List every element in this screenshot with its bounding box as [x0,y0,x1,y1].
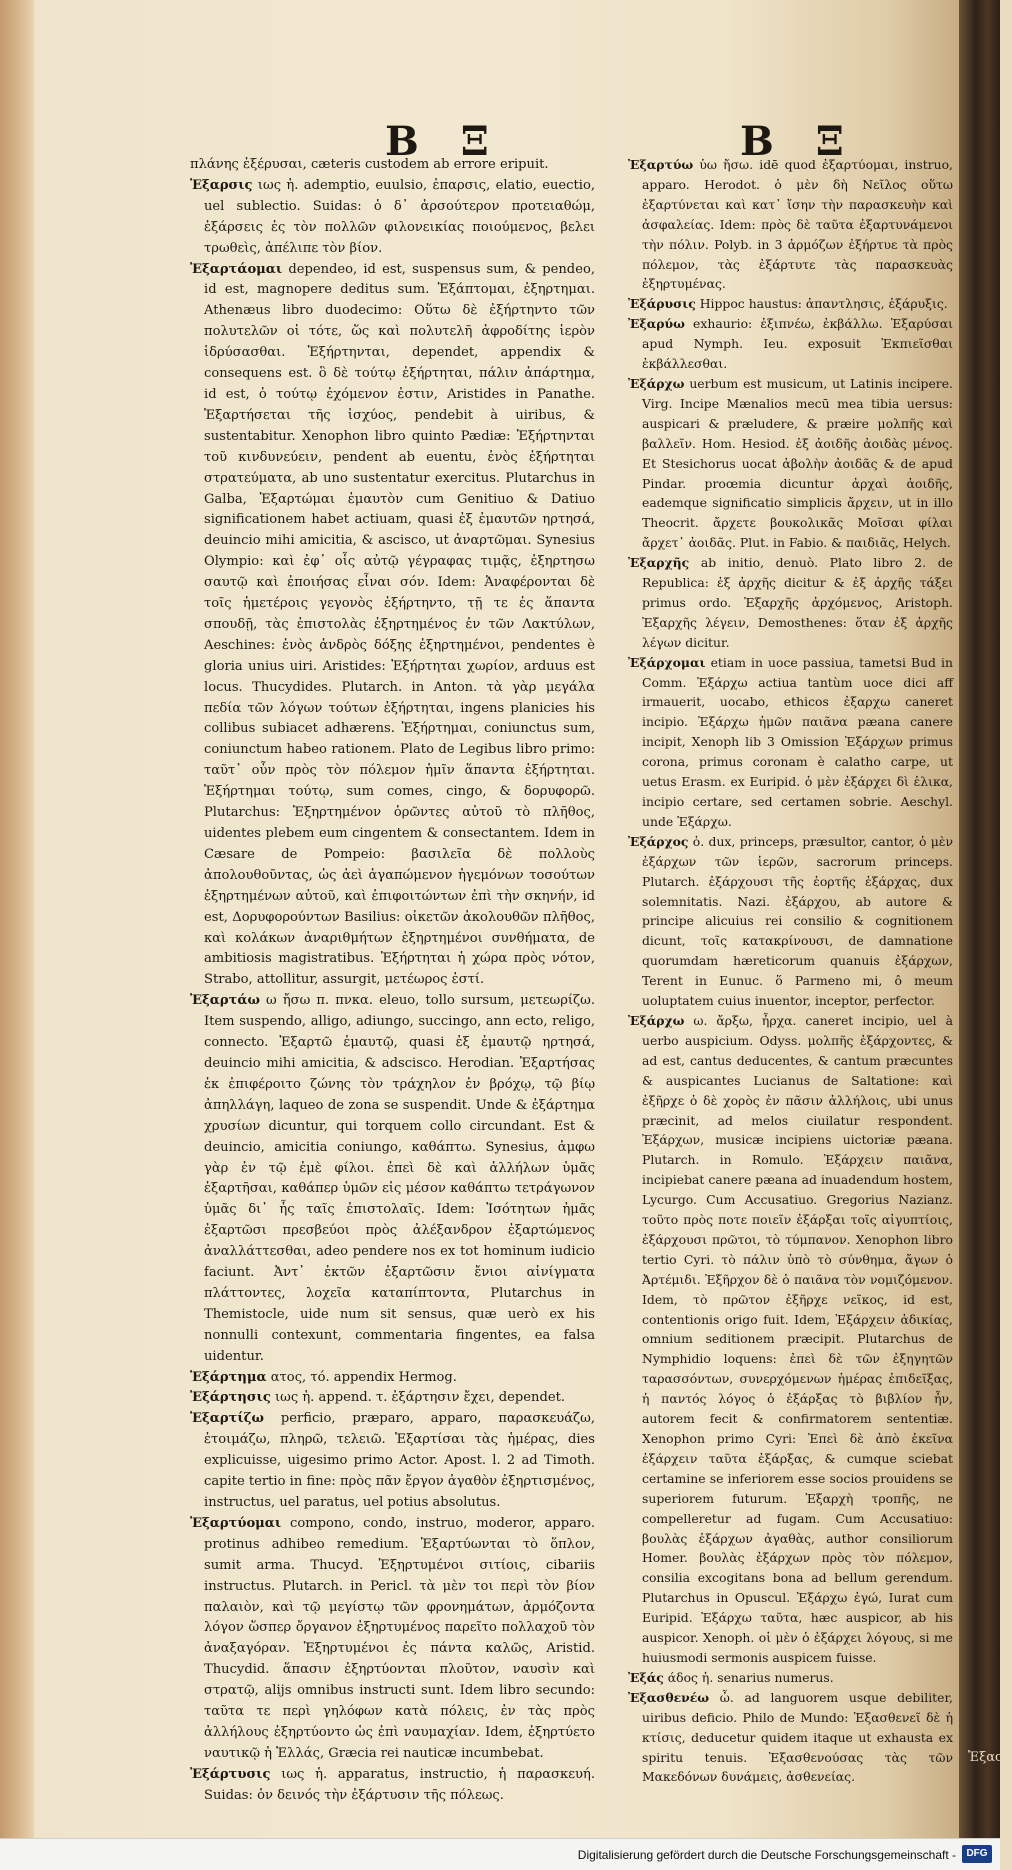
entry-lemma: Ἐξαρτάω [190,993,260,1009]
dictionary-entry [628,374,953,553]
dictionary-entry [628,832,953,1011]
entry-lemma: Ἐξάρχω [628,375,685,391]
catchword: Ἐξασθ [968,1750,1012,1765]
dictionary-entry [628,553,953,653]
footer-bar [0,1838,1000,1870]
entry-lemma: Ἐξάρτησις [190,1390,271,1406]
entry-text: ω. ἄρξω, ἦρχα. caneret incipio, uel à uerbo auspicium. Odyss. μολπῆς ἐξάρχοντες, & ad est, cantus deducentes, & cantum præcuntes & auspicantes Lucianus de Saltatione: καὶ ἐξῆρχε ὁ δὲ χορὸς ἐν πᾶσιν ἀλλήλοις, ubi unus præcinit, ad melos ciuilatur respondent. Ἐξάρχων, musicæ incipiens uictoriæ pæana. Plutarch. in Romulo. Ἐξάρχειν παιᾶνα, incipiebat canere pæana ad inuadendum hostem, Lycurgo. Cum Accusatiuo. Gregorius Nazianz. τοῦτο πρὸς ποτε ποιεῖν ἐξάρξαι τοῖς αἰγυπτίοις, ἐξάρχουσι πρῶτοι, τὸ τύμπανον. Xenophon libro tertio Cyri. τὸ πάλιν ὑπὸ τὸ σύνθημα, ἄγων ὁ Ἀρτέμιδι. Ἐξῆρχον δὲ ὁ παιᾶνα τὸν νομιζόμενον. Idem, τὸ πρῶτον ἐξῆρχε νεῖκος, id est, contentionis origo fuit. Idem, Ἐξάρχειν ἀδικίας, omnium seditionem præcipit. Plutarchus de Nymphidio loquens: ἐπεὶ δὲ τῶν ἐξηγητῶν ταρασσόντων, συνερχόμενων ἡμέρας ἐπιδεῖξας, ἡ παντός λόγος ὁ ἐξάρξας τὸ βιβλίον ἦν, autorem fecit & confirmatorem sententiæ. Xenophon primo Cyri: Ἐπεὶ δὲ ἀπὸ ἐκεῖνα ἐξάρχειν ταῦτα ἐξάρξας, & cumque sciebat certamine se inferiorem esse socios prouidens se superiorem futurum. Ἐξαρχὴ τροπῆς, ne compelleretur ad fugam. Cum Accusatiuo: βουλὰς ἐξάρχων ἀγαθὰς, author consiliorum Homer. βουλὰς ἐξάρχων πρὸς τὸν πόλεμον, consilia excogitans bona ad bellum gerendum. Plutarchus in Opuscul. Ἐξάρχω ἐγώ, Iurat cum Euripid. Ἐξάρχω ταῦτα, hæc auspicor, ab his auspicor. Xenoph. οἱ μὲν ὁ ἐξάρχει λόγους, si me huiusmodi sermonis auspicem fuisse. [642,1012,953,1665]
entry-text: exhaurio: ἐξιπνέω, ἐκβάλλω. Ἐξαρύσαι apud Nymph. Ieu. exposuit Ἐκπιεῖσθαι ἐκβάλλεσθαι. [642,316,953,372]
entry-lemma: Ἐξάρτυσις [190,1766,271,1782]
entry-text: ω ἤσω π. πνκα. eleuo, tollo sursum, μετεωρίζω. Item suspendo, alligo, adiungo, succingo, ann ecto, religo, connecto. Ἐξαρτῶ ἐμαυτῷ, quasi ἐξ ἐμαυτῷ ηρτησά, deuincio mihi amicitia, & adscisco. Herodian. Ἐξαρτήσας ἐκ ἐπιφέροιτο ζώνης τὸν τράχηλον ἐν βρόχῳ, τῷ βίῳ ἀπηλλάγη, laqueo de zona se suspendit. Unde & ἐξάρτημα χρυσίων dicuntur, qui torquem collo circundant. Est & deuincio, amicitia coniungo, καθάπτω. Synesius, ἀμφω γὰρ ἐν τῷ ἐμὲ φίλοι. ἐπεὶ δὲ καὶ ἀλλήλων ὑμᾶς ἐξαρτῆσαι, καθάπερ ὑμῶν εἰς μέσον καθάπτω τετράγωνον ὑμᾶς δι᾽ ἧς ταῖς ἐπιστολαῖς. Idem: Ἰσότητων ἡμᾶς ἐξαρτῶσι πρεσβεύοι πρὸς ἀλέξανδρον ἐξαρτώμενος ἀναλλάττεσθαι, adeo pendere nos ex tot hominum iudicio faciunt. Ἀντ᾽ ἐκτῶν ἐξαρτῶσιν ἔνιοι αἰνίγματα πλάττοντες, λοχεῖα καταπίπτοντα, Plutarchus in Themistocle, uide num sit sensus, quæ uerò ex his nonnulli contexunt, commentaria fingentes, ea falsa uidentur. [204,993,595,1364]
header-letters-left: Β Ξ [385,118,503,165]
entry-lemma: Ἐξάρτημα [190,1369,267,1385]
dictionary-entry [190,1409,595,1514]
dictionary-entry [190,1388,595,1409]
entry-text: ὦ. ad languorem usque debiliter, uiribus deficio. Philo de Mundo: Ἐξασθενεῖ δὲ ἡ κτίσις, deducetur quidem itaque ut exhausta ex spiritu tenuis. Ἐξασθενούσας τὰς τῶν Μακεδόνων δυνάμεις, ἀσθενείας. [642,1689,953,1785]
entry-text: perficio, præparo, apparo, παρασκευάζω, ἑτοιμάζω, πληρῶ, τελειῶ. Ἐξαρτίσαι τὰς ἡμέρας, dies explicuisse, uigesimo primo Actor. Apost. l. 2 ad Timoth. capite tertio in fine: πρὸς πᾶν ἔργον ἀγαθὸν ἐξηρτισμένος, instructus, uel paratus, uel potius absolutus. [204,1411,595,1510]
entry-lemma: Ἐξαρτύομαι [190,1515,282,1531]
dictionary-entry [628,1668,953,1688]
entry-lemma: Ἐξάρχω [628,1012,685,1028]
entry-text: dependeo, id est, suspensus sum, & pendeo, id est, magnopere deditus sum. Ἐξάπτομαι, ἐξηρτημαι. Athenæus libro duodecimo: Οὕτω δὲ ἐξήρτηντο τῶν πολυτελῶν οἱ τότε, ὥς καὶ πολυτελῆ ἀφροδίτης ἱερὸν ἱδρύσασθαι. Ἐξήρτηνται, dependet, appendix & consequens est. ὃ δὲ τούτῳ ἐξήρτηται, πάλιν ἀπάρτημα, id est, ὁ τούτῳ ἐχόμενον ἐστιν, Aristides in Panathe. Ἐξαρτήσεται τῆς ἰσχύος, pendebit à uiribus, & sustentabitur. Xenophon libro quinto Pædiæ: Ἐξήρτηνται τοῦ κινδυνεύειν, pendent ab euentu, ἐνὸς ἐξήρτηται στρατεύματα, ab uno sustentatur exercitus. Plutarchus in Galba, Ἐξαρτώμαι ἐμαυτὸν cum Genitiuo & Datiuo significationem habet actiuam, quasi ἐξ ἐμαυτῶν ηρτησά, deuincio mihi amicitia, & ascisco, ut ἀναρτῶμαι. Synesius Olympio: καὶ ἐφ᾽ οἷς αὐτῷ γέγραφας τιμᾷς, ἐξηρτησω σαυτῷ καὶ ἐποιήσας εἶναι σόν. Idem: Ἀναφέρονται δὲ τοῖς ἡμετέροις γεγονὸς ἐξήρτηντο, τῇ τε ἐς ἅπαντα σπουδῇ, τὰς ἐπιστολὰς ἐξηρτημένος ἐν τῶν Λακτύλων, Aeschines: ἑνὸς ἀνδρὸς δόξης ἐξηρτημένοι, pendentes è gloria unius uiri. Aristides: Ἐξήρτηται χωρίον, arduus est locus. Thucydides. Plutarch. in Anton. τὰ γὰρ μεγάλα πεδία τῶν λόγων τούτων ἐξήρτηται, ingens planicies his collibus subiacet adhærens. Ἐξήρτημαι, coniunctus sum, coniunctum habeo rationem. Plato de Legibus libro primo: ταῦτ᾽ οὖν πρὸς τὸν πόλεμον ἡμῖν ἅπαντα ἐξήρτηται. Ἐξήρτημαι τούτῳ, sum comes, cingo, & δορυφορῶ. Plutarchus: Ἐξηρτημένον ὁρῶντες αὐτοῦ τὸ πλῆθος, uidentes plebem eum cingentem & consectantem. Idem in Cæsare de Pompeio: βασιλεῖα δὲ πολλοὺς ἀπολουθοῦντας, ὡς ἀεὶ ἀγαπώμενον ἡγεμόνων τοσούτων ἐξηρτημένων αὐτοῦ, καὶ ἐπιφοιτώντων ἐπὶ τὴν σκηνήν, id est, Δορυφορούντων Basilius: οἰκετῶν ἀκολουθῶν πλῆθος, καὶ κολάκων ἀναριθμήτων ἐξηρτημένοι συνθήματα, de ambitiosis magistratibus. Ἐξήρτηται ἡ χώρα πρὸς νότον, Strabo, attollitur, assurgit, μετέωρος ἐστί. [204,261,595,988]
entry-lemma: Ἐξαρτάομαι [190,261,283,277]
dictionary-entry [190,1765,595,1807]
entry-lemma: Ἐξαρύω [628,316,685,332]
dictionary-entry [190,1368,595,1389]
entry-text: ab initio, denuò. Plato libro 2. de Republica: ἐξ ἀρχῆς dicitur & ἐξ ἀρχῆς τάξει primus ordo. Ἐξαρχῆς ἀρχόμενος, Aristoph. Ἐξαρχῆς λέγειν, Demosthenes: ὅταν ἐξ ἀρχῆς λέγων dicitur. [642,555,953,650]
footer-credit: Digitalisierung gefördert durch die Deutsche Forschungsgemeinschaft - [577,1848,956,1862]
entry-text: ιως ἡ. apparatus, instructio, ἡ παρασκευή. Suidas: ὁν δεινός τὴν ἐξάρτυσιν τῆς πόλεως. [204,1766,595,1803]
dictionary-entry [190,1514,595,1765]
entry-text: ὑω ἤσω. idē quod ἐξαρτύομαι, instruo, apparo. Herodot. ὁ μὲν δὴ Νεῖλος οὕτω ἐξαρτύνεται καὶ κατ᾽ ἴσην τὴν παρασκευὴν καὶ ἀσφαλείας. Idem: πρὸς δὲ ταῦτα ἐξαρτυνάμενοι τὴν πόλιν. Polyb. in 3 ἀρμόζων ἐξήρτυε τὰ πρὸς πόλεμον, τὰς ἐξάρτυτε τὰς παρασκευὰς ἐξηρτυμένας. [642,157,953,292]
page-edge-left [0,0,34,1869]
dictionary-entry [628,294,953,314]
entry-lemma: Ἐξάρυσις [628,296,696,312]
dictionary-entry [190,176,595,260]
entry-lemma: Ἐξαρτίζω [190,1411,264,1427]
entry-lemma: Ἐξάς [628,1669,664,1685]
entry-lemma: Ἐξαρτύω [628,157,694,172]
dictionary-entry [628,314,953,374]
left-column [190,155,595,1807]
dictionary-entry [628,653,953,832]
entry-lemma: Ἐξαρχῆς [628,555,690,571]
entry-text: πλάνης ἐξέρυσαι, cæteris custodem ab errore eripuit. [190,157,549,172]
entry-text: Hippoc haustus: ἀπαντλησις, ἐξάρυξις. [699,296,948,312]
entry-lemma: Ἐξάρχος [628,833,689,849]
entry-text: compono, condo, instruo, moderor, apparo. protinus adhibeo remedium. Ἐξαρτύωνται τὸ ὅπλον, sumit arma. Thucyd. Ἐξηρτυμένοι σιτίοις, cibariis instructus. Plutarch. in Pericl. τὰ μὲν τοι περὶ τὸν βίον παλαιὸν, καὶ τῷ μεγίστῳ τῶν φρονημάτων, ἁρμόζοντα λόγον ὥσπερ ὄργανον ἐξηρτυμένος παρεῖτο πολλαχοῦ τὸν ἀναξαγόραν. Ἐξηρτυμένοι ἐς πάντα καλῶς, Aristid. Thucydid. ἅπασιν ἐξηρτύονται πλοῦτον, ναυσὶν καὶ στρατῷ, alijs omnibus instructi sunt. Idem libro secundo: ταῦτα τε περὶ γηλόφων κατὰ πόλεις, ἐν τὰς πρὸς ἀλλήλους ἐξηρτύοντο ὡς ἐπὶ ναυμαχίαν. Idem, ἐξηρτύετο ναυτικῷ ἡ Ἑλλάς, Græcia rei nauticæ incumbebat. [204,1515,595,1761]
entry-lemma: Ἐξασθενέω [628,1689,710,1705]
entry-lemma: Ἐξάρχομαι [628,654,706,670]
dictionary-entry [190,155,595,176]
entry-text: ατος, τό. appendix Hermog. [270,1369,457,1385]
dictionary-entry [628,1688,953,1788]
entry-text: uerbum est musicum, ut Latinis incipere. Virg. Incipe Mænalios mecū mea tibia uersus: auspicari & præludere, & præire μολπῆς καὶ βαλλεῖν. Hom. Hesiod. ἐξ ἀοιδῆς ἀοιδὰς μένος. Et Stesichorus uocat ἀβολὴν ἀοιδᾶς & de apud Pindar. proœmia dicuntur ἀρχαὶ ἀοιδῆς, eademque significatio simplicis ἄρχειν, ut in illo Theocrit. ἄρχετε βουκολικᾶς Μοῖσαι φίλαι ἄρχετ᾽ ἀοιδᾶς. Plut. in Fabio. & παιδιᾶς, Helych. [642,375,953,551]
entry-text: etiam in uoce passiua, tametsi Bud in Comm. Ἐξάρχω actiua tantùm uoce dici aff irmauerit, uocabo, ethicos ἐξαρχω caneret incipio. Ἐξάρχω ἡμῶν παιᾶνα pæana canere incipit, Xenoph lib 3 Omission Ἐξάρχων primus corona, primus coronam è calatho carpe, ut uetus Erasm. ex Euripid. ὁ μὲν ἐξάρχει δὶ ἑλικα, incipio certare, sed certamen sobrie. Aeschyl. unde Ἐξάρχω. [642,654,953,829]
header-letters-right: Β Ξ [740,118,858,165]
entry-lemma: Ἐξαρσις [190,177,253,193]
entry-text: ιως ἡ. ademptio, euulsio, ἐπαρσις, elatio, euectio, uel sublectio. Suidas: ὁ δ᾽ ἀρσούτερον προτειαθώμ, ἐξάρσεις ἐς τὸν πολλῶν φιλονεικίας ποιούμενος, βελει τρωθεὶς, ἀπέλιπε τὸν βίον. [204,177,595,256]
book-binding [959,0,1000,1869]
dictionary-entry [628,155,953,294]
dfg-logo: DFG [962,1845,992,1863]
entry-text: ὁ. dux, princeps, præsultor, cantor, ὁ μὲν ἐξάρχων τῶν ἱερῶν, sacrorum princeps. Plutarch. ἐξάρχουσι τῆς ἑορτῆς ἐξάρχας, dux solemnitatis. Nazi. ἐξάρχου, ab autore & principe alicuius rei consilio & cognitionem dicunt, τοῖς κατακρίνουσι, de damnatione quorumdam hæreticorum quanuis ἐξάρχων, Terent in Eunuc. ὅ Parmeno mi, ô meum uoluptatem cuius inuentor, inceptor, perfector. [642,833,953,1009]
entry-text: ιως ἡ. append. τ. ἐξάρτησιν ἔχει, dependet. [275,1390,566,1406]
dictionary-entry [190,260,595,992]
entry-text: άδος ἡ. senarius numerus. [667,1669,834,1685]
dictionary-entry [628,1011,953,1668]
dictionary-entry [190,991,595,1367]
right-column [628,155,953,1787]
